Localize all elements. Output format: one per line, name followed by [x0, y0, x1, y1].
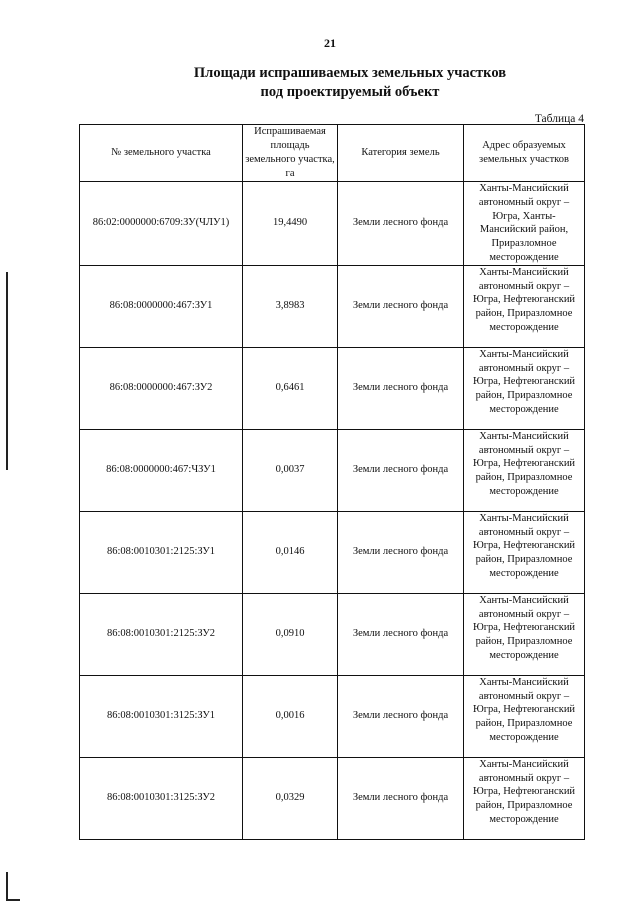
- table-row: [80, 265, 585, 347]
- table-row: [80, 347, 585, 429]
- cell-area: 0,0910: [243, 593, 338, 675]
- cell-address: Ханты-Мансийский автономный округ – Югра, Нефтеюганский район, Приразломное месторождение: [464, 757, 585, 839]
- page-number: 21: [324, 36, 336, 50]
- table-row: [80, 593, 585, 675]
- cell-category: Земли лесного фонда: [338, 347, 464, 429]
- page-title: [0, 64, 640, 102]
- land-plots-table: [79, 124, 585, 840]
- cell-category: Земли лесного фонда: [338, 757, 464, 839]
- cell-plot-number: 86:02:0000000:6709:ЗУ(ЧЛУ1): [80, 182, 243, 266]
- cell-category: Земли лесного фонда: [338, 182, 464, 266]
- cell-category: Земли лесного фонда: [338, 593, 464, 675]
- cell-area: 0,0329: [243, 757, 338, 839]
- cell-address: Ханты-Мансийский автономный округ – Югра, Нефтеюганский район, Приразломное месторождение: [464, 675, 585, 757]
- cell-area: 0,0146: [243, 511, 338, 593]
- table-row: [80, 675, 585, 757]
- cell-category: Земли лесного фонда: [338, 265, 464, 347]
- cell-plot-number: 86:08:0010301:3125:ЗУ2: [80, 757, 243, 839]
- table-row: [80, 182, 585, 266]
- cell-address: Ханты-Мансийский автономный округ – Югра, Нефтеюганский район, Приразломное месторождение: [464, 511, 585, 593]
- cell-area: 0,0037: [243, 429, 338, 511]
- cell-area: 0,0016: [243, 675, 338, 757]
- cell-address: Ханты-Мансийский автономный округ – Югра, Нефтеюганский район, Приразломное месторождение: [464, 347, 585, 429]
- column-header-plot-number: № земельного участка: [80, 125, 243, 182]
- scan-corner-mark: [6, 872, 8, 900]
- column-header-address: Адрес образуемых земельных участков: [464, 125, 585, 182]
- table-header-row: [80, 125, 585, 182]
- cell-plot-number: 86:08:0000000:467:ЗУ2: [80, 347, 243, 429]
- cell-plot-number: 86:08:0010301:2125:ЗУ1: [80, 511, 243, 593]
- cell-area: 0,6461: [243, 347, 338, 429]
- cell-area: 19,4490: [243, 182, 338, 266]
- column-header-category: Категория земель: [338, 125, 464, 182]
- table-row: [80, 757, 585, 839]
- cell-address: Ханты-Мансийский автономный округ – Югра, Нефтеюганский район, Приразломное месторождение: [464, 593, 585, 675]
- cell-plot-number: 86:08:0000000:467:ЧЗУ1: [80, 429, 243, 511]
- cell-category: Земли лесного фонда: [338, 429, 464, 511]
- cell-plot-number: 86:08:0010301:3125:ЗУ1: [80, 675, 243, 757]
- scan-corner-mark-bottom: [6, 899, 20, 901]
- title-line-1: Площади испрашиваемых земельных участков: [193, 65, 507, 81]
- cell-address: Ханты-Мансийский автономный округ – Югра, Нефтеюганский район, Приразломное месторождение: [464, 429, 585, 511]
- cell-plot-number: 86:08:0010301:2125:ЗУ2: [80, 593, 243, 675]
- cell-address: Ханты-Мансийский автономный округ – Югра, Ханты-Мансийский район, Приразломное месторождение: [464, 182, 585, 266]
- table-row: [80, 511, 585, 593]
- column-header-area: Испрашиваемая площадь земельного участка, га: [243, 125, 338, 182]
- table-caption: Таблица 4: [534, 113, 584, 125]
- cell-area: 3,8983: [243, 265, 338, 347]
- cell-plot-number: 86:08:0000000:467:ЗУ1: [80, 265, 243, 347]
- cell-address: Ханты-Мансийский автономный округ – Югра, Нефтеюганский район, Приразломное месторождение: [464, 265, 585, 347]
- cell-category: Земли лесного фонда: [338, 675, 464, 757]
- scan-margin-line: [6, 272, 8, 470]
- table-row: [80, 429, 585, 511]
- cell-category: Земли лесного фонда: [338, 511, 464, 593]
- title-line-2: под проектируемый объект: [260, 84, 440, 100]
